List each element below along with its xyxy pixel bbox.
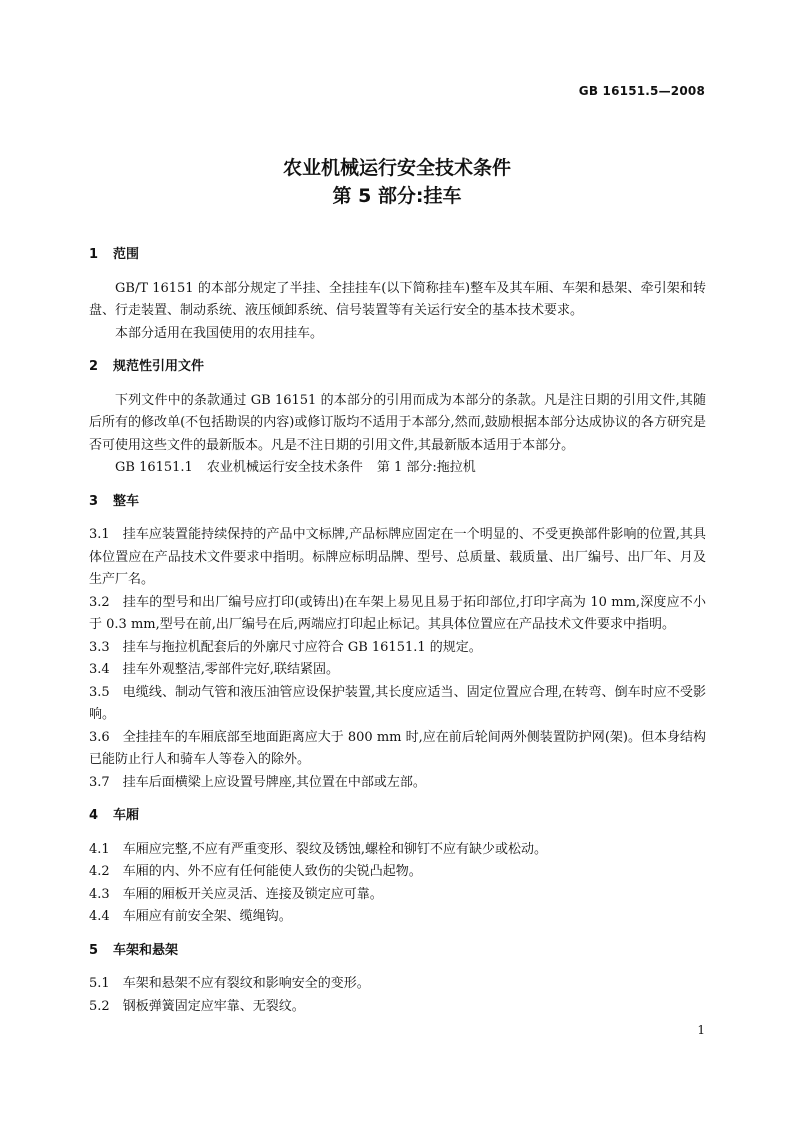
clause <box>89 884 706 907</box>
clause-number: 3.5 <box>89 684 110 700</box>
clause <box>89 996 706 1019</box>
clause-number: 3.2 <box>89 594 110 610</box>
clause-text: 挂车应装置能持续保持的产品中文标牌,产品标牌应固定在一个明显的、不受更换部件影响的位置,其具体位置应在产品技术文件要求中指明。标牌应标明品牌、型号、总质量、载质量、出厂编号、出厂年、月及生产厂名。 <box>89 527 706 587</box>
clause-number: 3.1 <box>89 527 110 542</box>
clause-text: 电缆线、制动气管和液压油管应设保护装置,其长度应适当、固定位置应合理,在转弯、倒车时应不受影响。 <box>89 684 706 722</box>
clause <box>89 524 706 592</box>
clause-number: 3.3 <box>89 639 110 655</box>
section-title: 范围 <box>113 247 140 262</box>
clause-number: 4.4 <box>89 909 110 924</box>
clause-text: 车架和悬架不应有裂纹和影响安全的变形。 <box>122 976 370 991</box>
clause-text: 车厢应有前安全架、缆绳钩。 <box>122 909 292 924</box>
clause <box>89 973 706 996</box>
clause-number: 3.7 <box>89 774 110 790</box>
section-number: 2 <box>89 359 99 374</box>
document-subtitle: 第 5 部分:挂车 <box>332 185 462 207</box>
section-number: 1 <box>89 247 99 262</box>
clause-text: 挂车的型号和出厂编号应打印(或铸出)在车架上易见且易于拓印部位,打印字高为 10 mm,深度应不小于 0.3 mm,型号在前,出厂编号在后,两端应打印起止标记。其具体位置应在产品技术文件要求中指明。 <box>89 594 706 632</box>
section-number: 5 <box>89 942 99 958</box>
section-heading <box>89 940 706 963</box>
document-body <box>89 244 706 1018</box>
clause-text: 挂车外观整洁,零部件完好,联结紧固。 <box>122 662 339 677</box>
reference-code: GB 16151.1 <box>115 460 193 475</box>
clause <box>89 659 706 682</box>
clause-number: 4.2 <box>89 864 110 879</box>
clause-text: 挂车与拖拉机配套后的外廓尺寸应符合 GB 16151.1 的规定。 <box>122 639 482 655</box>
clause <box>89 906 706 929</box>
clause-text: 车厢应完整,不应有严重变形、裂纹及锈蚀,螺栓和铆钉不应有缺少或松动。 <box>122 841 547 857</box>
paragraph: 下列文件中的条款通过 GB 16151 的本部分的引用而成为本部分的条款。凡是注日期的引用文件,其随后所有的修改单(不包括勘误的内容)或修订版均不适用于本部分,然而,鼓励根据本部分达成协议的各方研究是否可使用这些文件的最新版本。凡是不注日期的引用文件,其最新版本适用于本部分。 <box>89 392 706 453</box>
reference-part: 第 1 部分:拖拉机 <box>376 460 476 475</box>
clause <box>89 772 706 795</box>
clause <box>89 682 706 727</box>
section-heading <box>89 244 706 267</box>
standard-code: GB 16151.5—2008 <box>578 84 705 98</box>
clause-text: 车厢的内、外不应有任何能使人致伤的尖锐凸起物。 <box>122 864 422 879</box>
section-title: 车架和悬架 <box>113 942 179 958</box>
section-heading <box>89 491 706 514</box>
clause <box>89 727 706 772</box>
clause-text: 钢板弹簧固定应牢靠、无裂纹。 <box>122 998 305 1014</box>
clause-number: 4.3 <box>89 886 110 902</box>
clause <box>89 592 706 637</box>
page-number: 1 <box>697 1023 705 1037</box>
section-title: 整车 <box>113 493 140 509</box>
clause <box>89 839 706 862</box>
section-number: 3 <box>89 493 99 509</box>
reference-title: 农业机械运行安全技术条件 <box>206 460 363 475</box>
clause-text: 全挂挂车的车厢底部至地面距离应大于 800 mm 时,应在前后轮间两外侧装置防护网(架)。但本身结构已能防止行人和骑车人等卷入的除外。 <box>89 729 706 767</box>
paragraph: 本部分适用在我国使用的农用挂车。 <box>115 325 324 341</box>
clause <box>89 637 706 660</box>
clause-number: 3.6 <box>89 729 110 745</box>
section-heading <box>89 356 706 379</box>
paragraph: GB/T 16151 的本部分规定了半挂、全挂挂车(以下简称挂车)整车及其车厢、车架和悬架、牵引架和转盘、行走装置、制动系统、液压倾卸系统、信号装置等有关运行安全的基本技术要求。 <box>89 280 706 318</box>
clause-text: 挂车后面横梁上应设置号牌座,其位置在中部或左部。 <box>122 774 426 790</box>
section-title: 规范性引用文件 <box>113 359 205 374</box>
section-number: 4 <box>89 808 99 823</box>
normative-reference <box>89 457 706 480</box>
clause-number: 5.1 <box>89 976 110 991</box>
clause-number: 5.2 <box>89 998 110 1014</box>
clause-number: 4.1 <box>89 841 110 857</box>
section-heading <box>89 805 706 828</box>
clause-text: 车厢的厢板开关应灵活、连接及锁定应可靠。 <box>122 886 383 902</box>
section-title: 车厢 <box>113 808 140 823</box>
clause-number: 3.4 <box>89 662 110 677</box>
clause <box>89 861 706 884</box>
document-title: 农业机械运行安全技术条件 <box>282 157 511 179</box>
